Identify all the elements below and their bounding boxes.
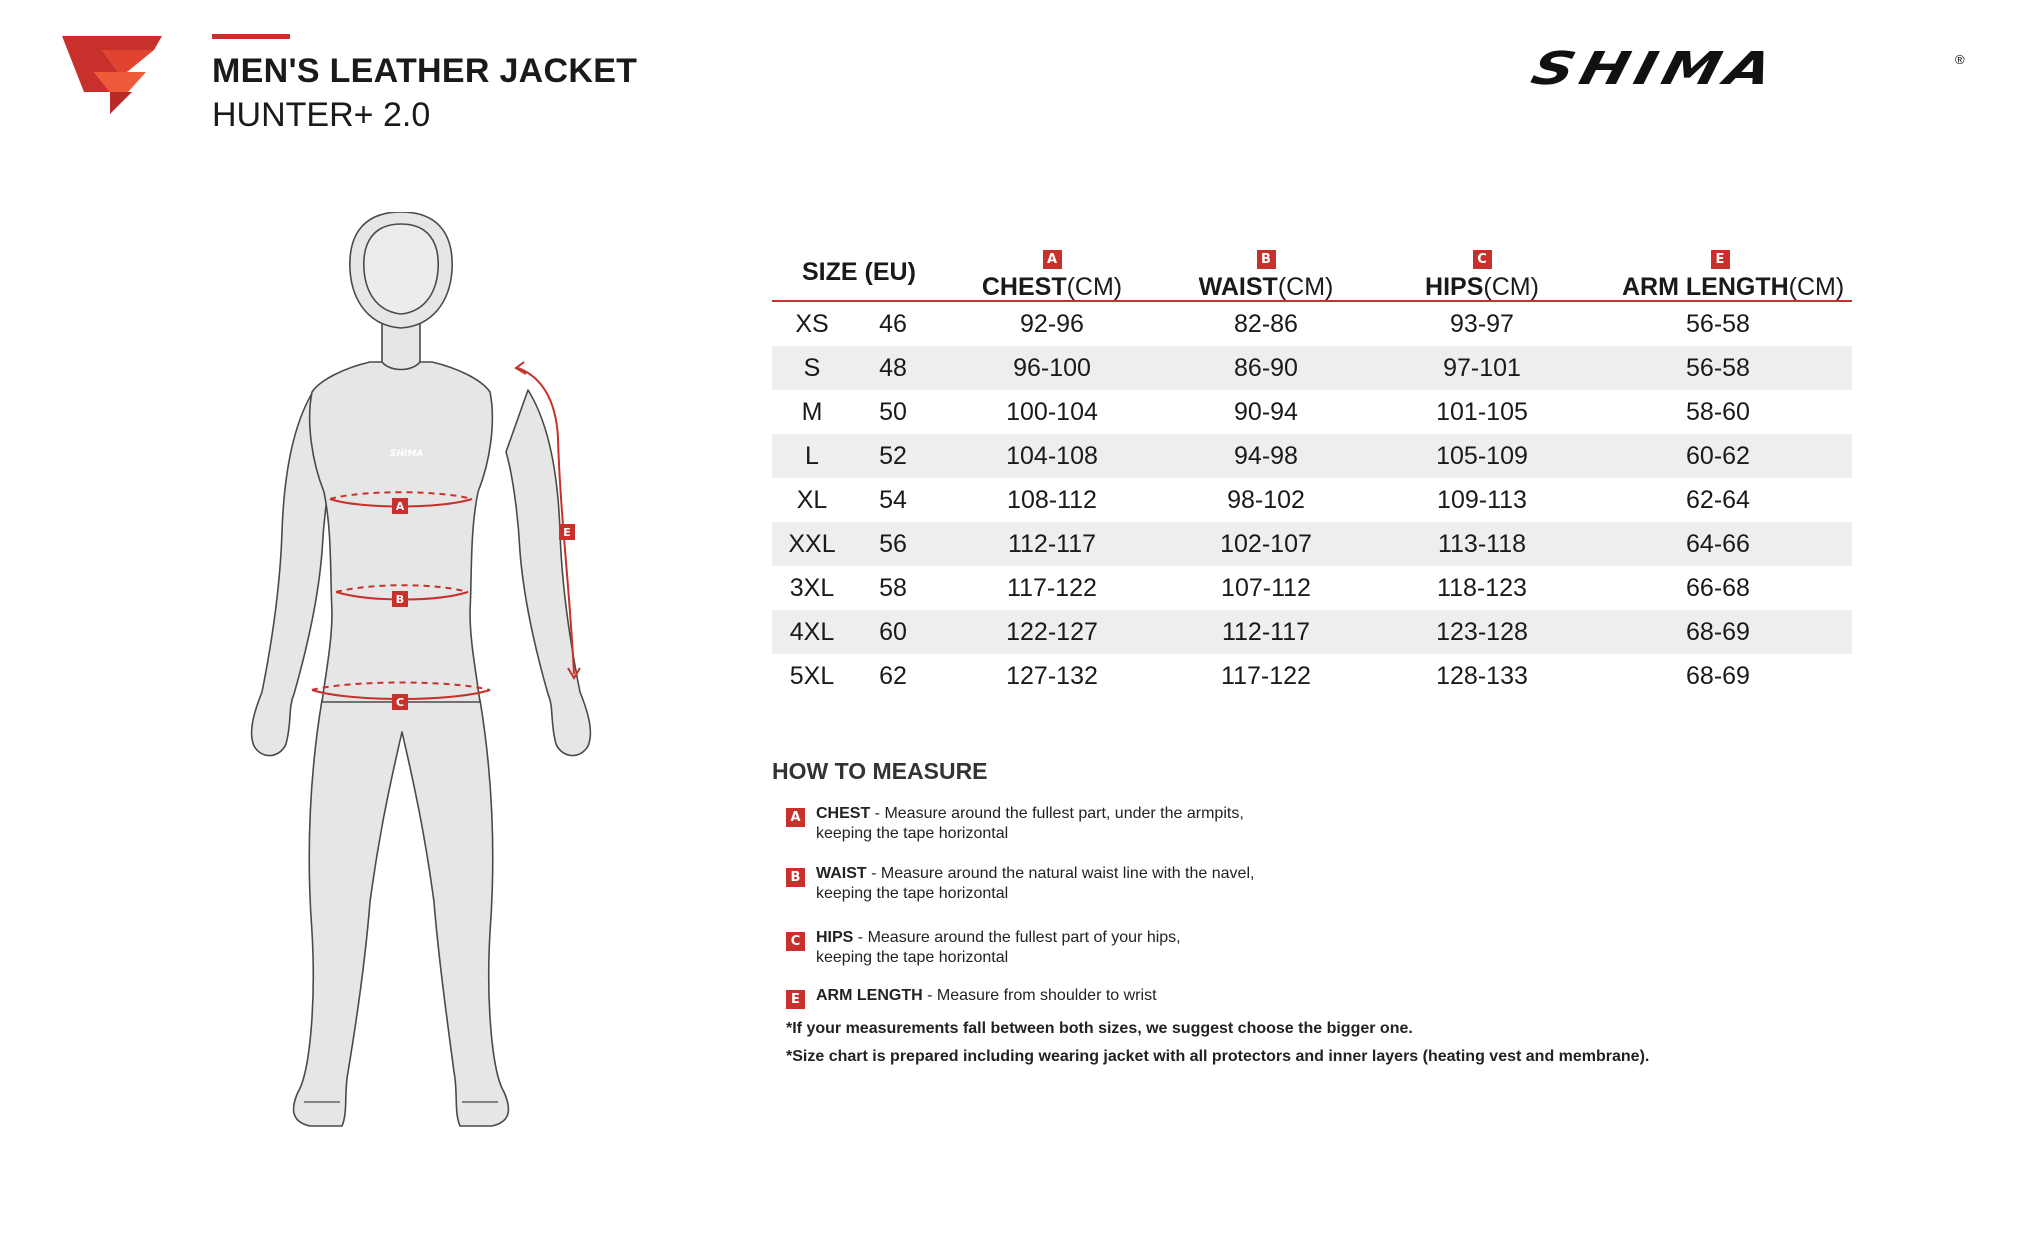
waist-unit: (CM)	[1277, 273, 1334, 301]
cell-arm: 66-68	[1686, 574, 1750, 602]
cell-arm: 58-60	[1686, 398, 1750, 426]
brand-mark-icon	[62, 36, 162, 114]
cell-arm: 64-66	[1686, 530, 1750, 558]
cell-size: L	[805, 442, 819, 470]
measure-label: ARM LENGTH	[816, 987, 923, 1004]
cell-size: XS	[795, 310, 829, 338]
cell-waist: 90-94	[1234, 398, 1298, 426]
measure-text-line2: keeping the tape horizontal	[816, 949, 1009, 966]
hips-label: HIPS	[1425, 273, 1484, 301]
measure-badge: E	[786, 990, 805, 1009]
chest-badge: A	[1043, 250, 1062, 269]
cell-size: 5XL	[789, 662, 835, 690]
header-hips	[1402, 250, 1562, 302]
table-row	[772, 478, 1852, 522]
cell-arm: 62-64	[1686, 486, 1750, 514]
measure-item-waist	[786, 864, 1254, 904]
body-figure	[240, 212, 600, 1142]
measure-item-chest	[786, 804, 1244, 844]
figure-badge-waist: B	[395, 593, 405, 606]
torso-shape	[310, 362, 493, 702]
cell-chest: 122-127	[1006, 618, 1098, 646]
brand-logo-text: SHIMA	[1526, 41, 1785, 95]
table-row	[772, 302, 1852, 346]
cell-chest: 108-112	[1007, 486, 1097, 514]
cell-size: XL	[796, 486, 828, 514]
measure-badge: C	[786, 932, 805, 951]
cell-size: S	[803, 354, 821, 382]
measure-badge: A	[786, 808, 805, 827]
cell-hips: 105-109	[1436, 442, 1528, 470]
legs-shape	[294, 700, 509, 1126]
cell-waist: 117-122	[1221, 662, 1311, 690]
table-row	[772, 654, 1852, 698]
table-row	[772, 434, 1852, 478]
table-row	[772, 346, 1852, 390]
cell-chest: 112-117	[1007, 530, 1097, 558]
figure-badge-arm: E	[563, 526, 571, 539]
cell-waist: 86-90	[1234, 354, 1298, 382]
cell-size: M	[801, 398, 823, 426]
measure-badge: B	[786, 868, 805, 887]
table-row	[772, 610, 1852, 654]
figure-badge-hips: C	[395, 696, 405, 709]
cell-waist: 102-107	[1220, 530, 1312, 558]
cell-hips: 109-113	[1437, 486, 1527, 514]
table-row	[772, 390, 1852, 434]
cell-hips: 97-101	[1443, 354, 1521, 382]
cell-waist: 98-102	[1227, 486, 1305, 514]
cell-eu: 54	[879, 486, 907, 514]
cell-eu: 50	[879, 398, 907, 426]
cell-chest: 127-132	[1006, 662, 1098, 690]
cell-eu: 56	[879, 530, 907, 558]
hips-unit: (CM)	[1483, 273, 1539, 301]
header-chest	[972, 250, 1132, 302]
measure-label: HIPS	[816, 929, 854, 946]
arm-label: ARM LENGTH	[1622, 273, 1789, 301]
size-table	[772, 224, 1852, 698]
arm-unit: (CM)	[1788, 273, 1845, 301]
cell-size: XXL	[788, 530, 836, 558]
cell-eu: 52	[879, 442, 907, 470]
measure-item-hips	[786, 928, 1181, 968]
cell-eu: 60	[879, 618, 907, 646]
measure-text: - Measure around the fullest part, under the armpits,	[870, 805, 1244, 822]
table-header	[772, 224, 1852, 302]
cell-chest: 117-122	[1007, 574, 1097, 602]
header-size: SIZE (EU)	[802, 258, 916, 286]
measure-text-line2: keeping the tape horizontal	[816, 825, 1009, 842]
title-accent-rule	[212, 34, 290, 39]
cell-arm: 56-58	[1686, 310, 1750, 338]
measure-text: - Measure around the fullest part of your hips,	[853, 929, 1181, 946]
cell-waist: 107-112	[1221, 574, 1311, 602]
cell-eu: 62	[879, 662, 907, 690]
cell-arm: 68-69	[1686, 618, 1750, 646]
cell-hips: 118-123	[1437, 574, 1527, 602]
arm-badge: E	[1711, 250, 1730, 269]
brand-logo	[1526, 41, 1978, 100]
cell-eu: 46	[879, 310, 907, 338]
visor-shape	[364, 224, 438, 314]
page-title: MEN'S LEATHER JACKET	[212, 52, 638, 90]
cell-hips: 93-97	[1450, 310, 1514, 338]
cell-arm: 60-62	[1686, 442, 1750, 470]
chest-unit: (CM)	[1066, 273, 1123, 301]
cell-waist: 82-86	[1234, 310, 1298, 338]
cell-eu: 58	[879, 574, 907, 602]
hips-badge: C	[1473, 250, 1492, 269]
measure-text: - Measure around the natural waist line with the navel,	[866, 865, 1255, 882]
table-row	[772, 522, 1852, 566]
measure-text: - Measure from shoulder to wrist	[922, 987, 1157, 1004]
measure-label: CHEST	[816, 805, 871, 822]
figure-badge-chest: A	[395, 500, 405, 513]
cell-chest: 96-100	[1013, 354, 1091, 382]
cell-size: 4XL	[789, 618, 835, 646]
cell-chest: 100-104	[1006, 398, 1098, 426]
shirt-logo-text: SHIMA	[390, 449, 424, 459]
note-protectors: *Size chart is prepared including wearing jacket with all protectors and inner layers (heating vest and membrane).	[786, 1048, 1650, 1065]
note-between-sizes: *If your measurements fall between both sizes, we suggest choose the bigger one.	[786, 1020, 1413, 1037]
cell-arm: 56-58	[1686, 354, 1750, 382]
cell-waist: 94-98	[1234, 442, 1298, 470]
cell-hips: 101-105	[1436, 398, 1528, 426]
cell-arm: 68-69	[1686, 662, 1750, 690]
waist-badge: B	[1257, 250, 1276, 269]
right-arm-shape	[506, 390, 590, 756]
cell-chest: 92-96	[1020, 310, 1084, 338]
measure-text-line2: keeping the tape horizontal	[816, 885, 1009, 902]
cell-hips: 113-118	[1437, 530, 1527, 558]
header-waist	[1186, 250, 1346, 302]
measure-label: WAIST	[816, 865, 867, 882]
header-arm-length	[1622, 250, 1845, 302]
table-row	[772, 566, 1852, 610]
chest-label: CHEST	[981, 273, 1067, 301]
cell-hips: 123-128	[1436, 618, 1528, 646]
cell-waist: 112-117	[1221, 618, 1311, 646]
measure-item-arm-length	[786, 986, 1157, 1006]
cell-hips: 128-133	[1436, 662, 1528, 690]
waist-label: WAIST	[1198, 273, 1278, 301]
cell-size: 3XL	[789, 574, 835, 602]
cell-eu: 48	[879, 354, 907, 382]
cell-chest: 104-108	[1006, 442, 1098, 470]
how-to-measure-title: HOW TO MEASURE	[772, 758, 988, 784]
page-subtitle: HUNTER+ 2.0	[212, 96, 431, 134]
registered-mark: ®	[1955, 52, 1965, 67]
